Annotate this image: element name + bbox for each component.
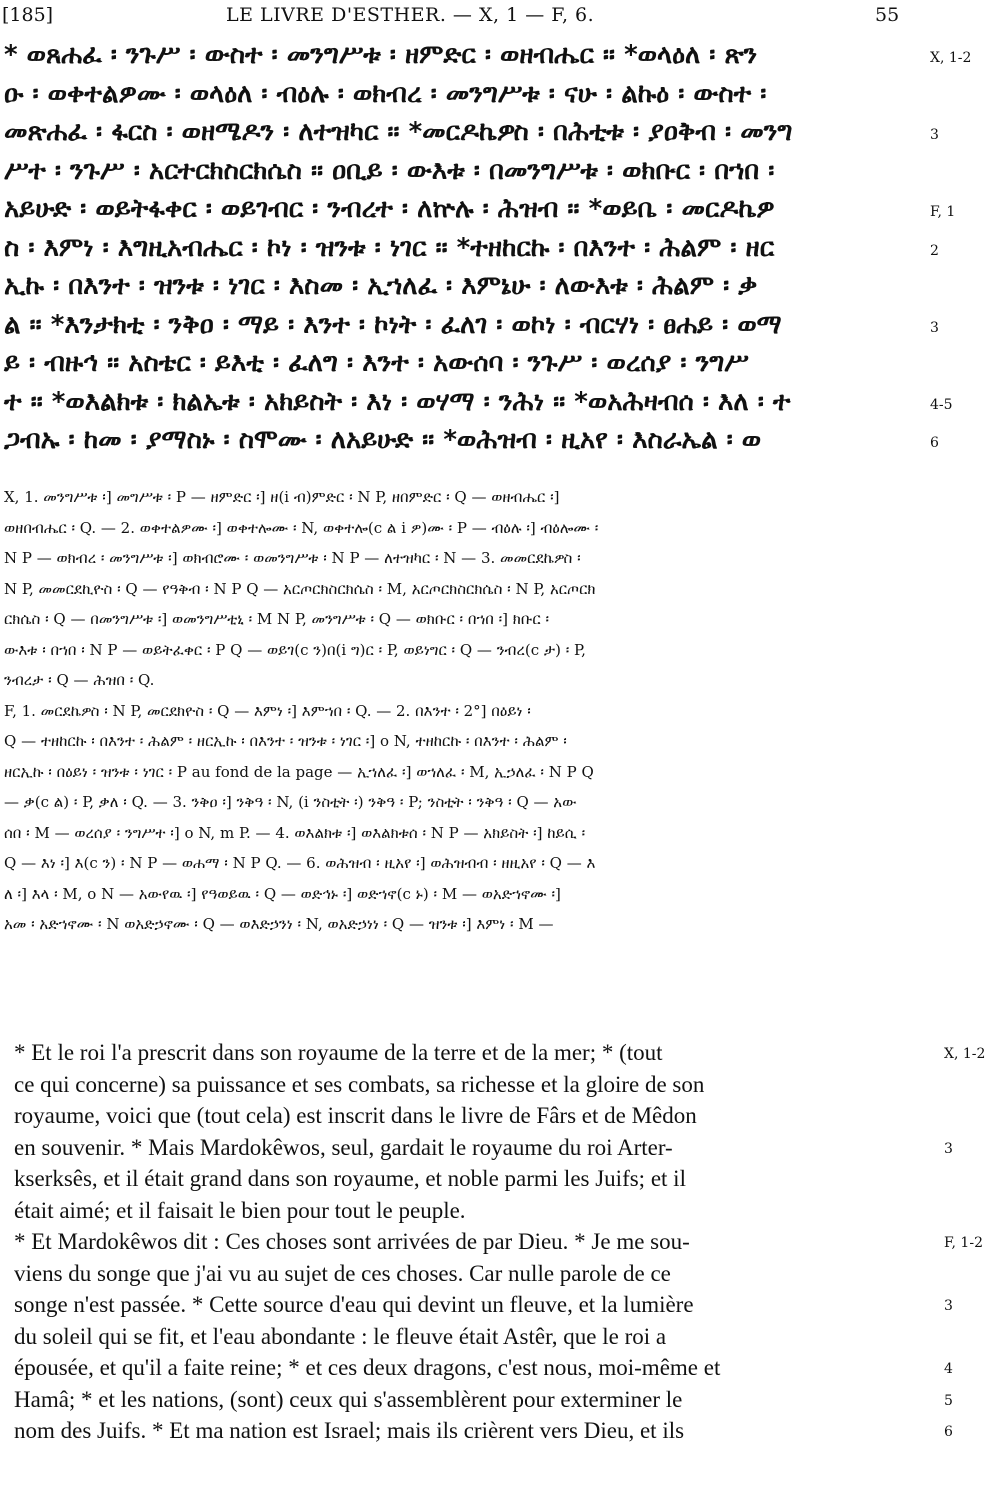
geez-line-text: ል ። *እንታክቲ ፡ ንቅዐ ፡ ማይ ፡ እንተ ፡ ኮነት ፡ ፈለገ ፡ ወኮነ ፡ ብርሃነ ፡ ፀሐይ ፡ ወማ: [4, 309, 782, 340]
french-line-text: épousée, et qu'il a faite reine; * et ces deux dragons, c'est nous, moi-même et: [14, 1355, 721, 1380]
verse-marker: 6: [944, 1424, 953, 1440]
header-page-ref: [185]: [2, 4, 54, 26]
geez-line-text: አይሁድ ፡ ወይትፋቀር ፡ ወይገብር ፡ ንብረተ ፡ ለኵሉ ፡ ሕዝብ ። *ወይቤ ፡ መርዶኬዎ: [4, 194, 775, 224]
french-line-text: ce qui concerne) sa puissance et ses combats, sa richesse et la gloire de son: [14, 1071, 705, 1097]
apparatus-line-text: ሰበ ፡ M — ወረሰያ ፡ ንግሥተ ፡] o N, m P. — 4. ወእልክቱ ፡] ወእልክቱሰ ፡ N P — አክይስት ፡] ከይሲ ፡: [4, 823, 586, 842]
geez-line-text: ይ ፡ ብዙኅ ። አስቴር ፡ ይእቲ ፡ ፈለግ ፡ እንተ ፡ አውሰባ ፡ ንጉሥ ፡ ወረሰያ ፡ ንግሥ: [4, 348, 749, 378]
french-line-text: songe n'est passée. * Cette source d'eau qui devint un fleuve, et la lumière: [14, 1292, 694, 1317]
french-line-text: viens du songe que j'ai vu au sujet de ces choses. Car nulle parole de ce: [14, 1260, 671, 1286]
verse-marker: 4: [944, 1361, 953, 1377]
verse-marker: 4-5: [930, 396, 953, 413]
header-title: LE LIVRE D'ESTHER. — X, 1 — F, 6.: [226, 4, 595, 26]
verse-marker: X, 1-2: [944, 1046, 986, 1062]
geez-line-text: ተ ። *ወእልክቱ ፡ ክልኤቱ ፡ አክይስት ፡ እነ ፡ ወሃማ ፡ ንሕነ ። *ወአሕዛብሰ ፡ እለ ፡ ተ: [4, 386, 791, 417]
french-line-text: * Et Mardokêwos dit : Ces choses sont arrivées de par Dieu. * Je me sou-: [14, 1229, 690, 1254]
apparatus-line-text: ውእቱ ፡ በኀበ ፡ N P — ወይትፈቀር ፡ P Q — ወይገ(c ን)በ(i ግ)ር ፡ P, ወይነግር ፡ Q — ንብረ(c ታ) ፡ P,: [4, 640, 586, 659]
geez-line-text: ጋብኡ ፡ ከመ ፡ ያማስኑ ፡ ስሞሙ ፡ ለአይሁድ ። *ወሕዝብ ፡ ዚአየ ፡ እስራኤል ፡ ወ: [4, 425, 762, 455]
verse-marker: 5: [944, 1392, 953, 1409]
verse-marker: 2: [930, 242, 939, 259]
apparatus-line-text: X, 1. መንግሥቱ ፡] መግሥቱ ፡ P — ዘምድር ፡] ዘ(i ብ)ምድር ፡ N P, ዘበምድር ፡ Q — ወዘብሔር ፡]: [4, 488, 560, 506]
apparatus-line-text: Q — ተዘከርኩ ፡ በእንተ ፡ ሕልም ፡ ዘርኢኩ ፡ በእንተ ፡ ዝንቱ ፡ ነገር ፡] o N, ተዘከርኩ ፡ በእንተ ፡ ሕልም ፡: [4, 732, 567, 750]
apparatus-line-text: N P, መመርደኪዮስ ፡ Q — የዓቅብ ፡ N P Q — አርጦርክስርክሴስ ፡ M, አርጦርክስርክሴስ ፡ N P, አርጦርክ: [4, 579, 596, 598]
apparatus-line-text: ዘርኢኩ ፡ በዕይነ ፡ ዝንቱ ፡ ነገር ፡ P au fond de la page — ኢኀለፈ ፡] ወኀለፈ ፡ M, ኢኃለፈ ፡ N P Q: [4, 762, 594, 781]
apparatus-line-text: F, 1. መርደኬዎስ ፡ N P, መርደክዮስ ፡ Q — እምነ ፡] እምኀበ ፡ Q. — 2. በእንተ ፡ 2°] በዕይነ ፡: [4, 701, 531, 720]
geez-line-text: ስ ፡ እምነ ፡ እግዚአብሔር ፡ ኮነ ፡ ዝንቱ ፡ ነገር ። *ተዘከርኩ ፡ በእንተ ፡ ሕልም ፡ ዘር: [4, 232, 775, 263]
verse-marker: 3: [944, 1298, 953, 1314]
apparatus-line-text: ወዘበብሔር ፡ Q. — 2. ወቀተልዎሙ ፡] ወቀተሎሙ ፡ N, ወቀተሎ(c ል i ዎ)ሙ ፡ P — ብዕሉ ፡] ብዕሎሙ ፡: [4, 518, 599, 537]
french-line-text: du soleil qui se fit, et l'eau abondante : le fleuve était Astêr, que le roi a: [14, 1323, 667, 1349]
apparatus-line-text: ንብረታ ፡ Q — ሕዝበ ፡ Q.: [4, 671, 155, 689]
french-line-text: royaume, voici que (tout cela) est inscrit dans le livre de Fârs et de Mêdon: [14, 1103, 697, 1128]
french-line-text: était aimé; et il faisait le bien pour tout le peuple.: [14, 1197, 466, 1223]
apparatus-line-text: ለ ፡] እላ ፡ M, o N — አውየዉ ፡] የዓወይዉ ፡ Q — ወድኅኑ ፡] ወድኀኖ(c ኑ) ፡ M — ወአድኀኖሙ ፡]: [4, 884, 561, 903]
verse-marker: 3: [930, 127, 939, 143]
geez-line-text: ሥተ ፡ ንጉሥ ፡ አርተርክስርክሴስ ። ዐቢይ ፡ ውእቱ ፡ በመንግሥቱ ፡ ወክቡር ፡ በኀበ ፡: [4, 155, 775, 186]
verse-marker: 6: [930, 435, 939, 451]
running-header: [0, 4, 1000, 30]
apparatus-line-text: አመ ፡ አድኀኖሙ ፡ N ወአድኃኖሙ ፡ Q — ወእድኃንነ ፡ N, ወአድኃነነ ፡ Q — ዝንቱ ፡] እምነ ፡ M —: [4, 915, 554, 933]
header-page-number: 55: [875, 4, 900, 26]
apparatus-line-text: ርክሴስ ፡ Q — በመንግሥቱ ፡] ወመንግሥቲኒ ፡ M N P, መንግሥቱ ፡ Q — ወክቡር ፡ በኀበ ፡] ክቡር ፡: [4, 610, 550, 628]
verse-marker: F, 1-2: [944, 1235, 983, 1251]
french-line-text: Hamâ; * et les nations, (sont) ceux qui s'assemblèrent pour exterminer le: [14, 1386, 683, 1412]
verse-marker: F, 1: [930, 204, 956, 220]
verse-marker: X, 1-2: [930, 50, 972, 66]
apparatus-line-text: Q — እነ ፡] እ(c ን) ፡ N P — ወሐማ ፡ N P Q. — 6. ወሕዝብ ፡ ዚአየ ፡] ወሕዝብብ ፡ ዘዚአየ ፡ Q — እ: [4, 854, 596, 872]
french-line-text: en souvenir. * Mais Mardokêwos, seul, gardait le royaume du roi Arter-: [14, 1134, 673, 1160]
geez-line-text: ኢኩ ፡ በእንተ ፡ ዝንቱ ፡ ነገር ፡ እስመ ፡ ኢኀለፈ ፡ እምኔሁ ፡ ለውእቱ ፡ ሕልም ፡ ቃ: [4, 271, 758, 301]
verse-marker: 3: [944, 1140, 953, 1157]
french-line-text: * Et le roi l'a prescrit dans son royaume de la terre et de la mer; * (tout: [14, 1040, 663, 1065]
french-line-text: kserksês, et il était grand dans son royaume, et noble parmi les Juifs; et il: [14, 1166, 686, 1191]
apparatus-line-text: — ቃ(c ል) ፡ P, ቃለ ፡ Q. — 3. ንቅዐ ፡] ንቅዓ ፡ N, (i ንስቲት ፡) ንቅዓ ፡ P; ንስቲት ፡ ንቅዓ ፡ Q — አው: [4, 793, 577, 811]
geez-line-text: * ወጸሐፈ ፡ ንጉሥ ፡ ውስተ ፡ መንግሥቱ ፡ ዘምድር ፡ ወዘብሔር ። *ወላዕለ ፡ ጽን: [4, 40, 758, 70]
french-line-text: nom des Juifs. * Et ma nation est Israel; mais ils crièrent vers Dieu, et ils: [14, 1418, 685, 1443]
verse-marker: 3: [930, 319, 939, 336]
apparatus-line-text: N P — ወክብረ ፡ መንግሥቱ ፡] ወክብሮሙ ፡ ወመንግሥቱ ፡ N P — ለተዝካር ፡ N — 3. መመርደኬዎስ ፡: [4, 549, 581, 567]
geez-line-text: ዑ ፡ ወቀተልዎሙ ፡ ወላዕለ ፡ ብዕሉ ፡ ወክብረ ፡ መንግሥቱ ፡ ናሁ ፡ ልኩዕ ፡ ውስተ ፡: [4, 78, 767, 109]
geez-line-text: መጽሐፈ ፡ ፋርስ ፡ ወዘሜዶን ፡ ለተዝካር ። *መርዶኬዎስ ፡ በሕቲቱ ፡ ያዐቅብ ፡ መንግ: [4, 117, 793, 147]
